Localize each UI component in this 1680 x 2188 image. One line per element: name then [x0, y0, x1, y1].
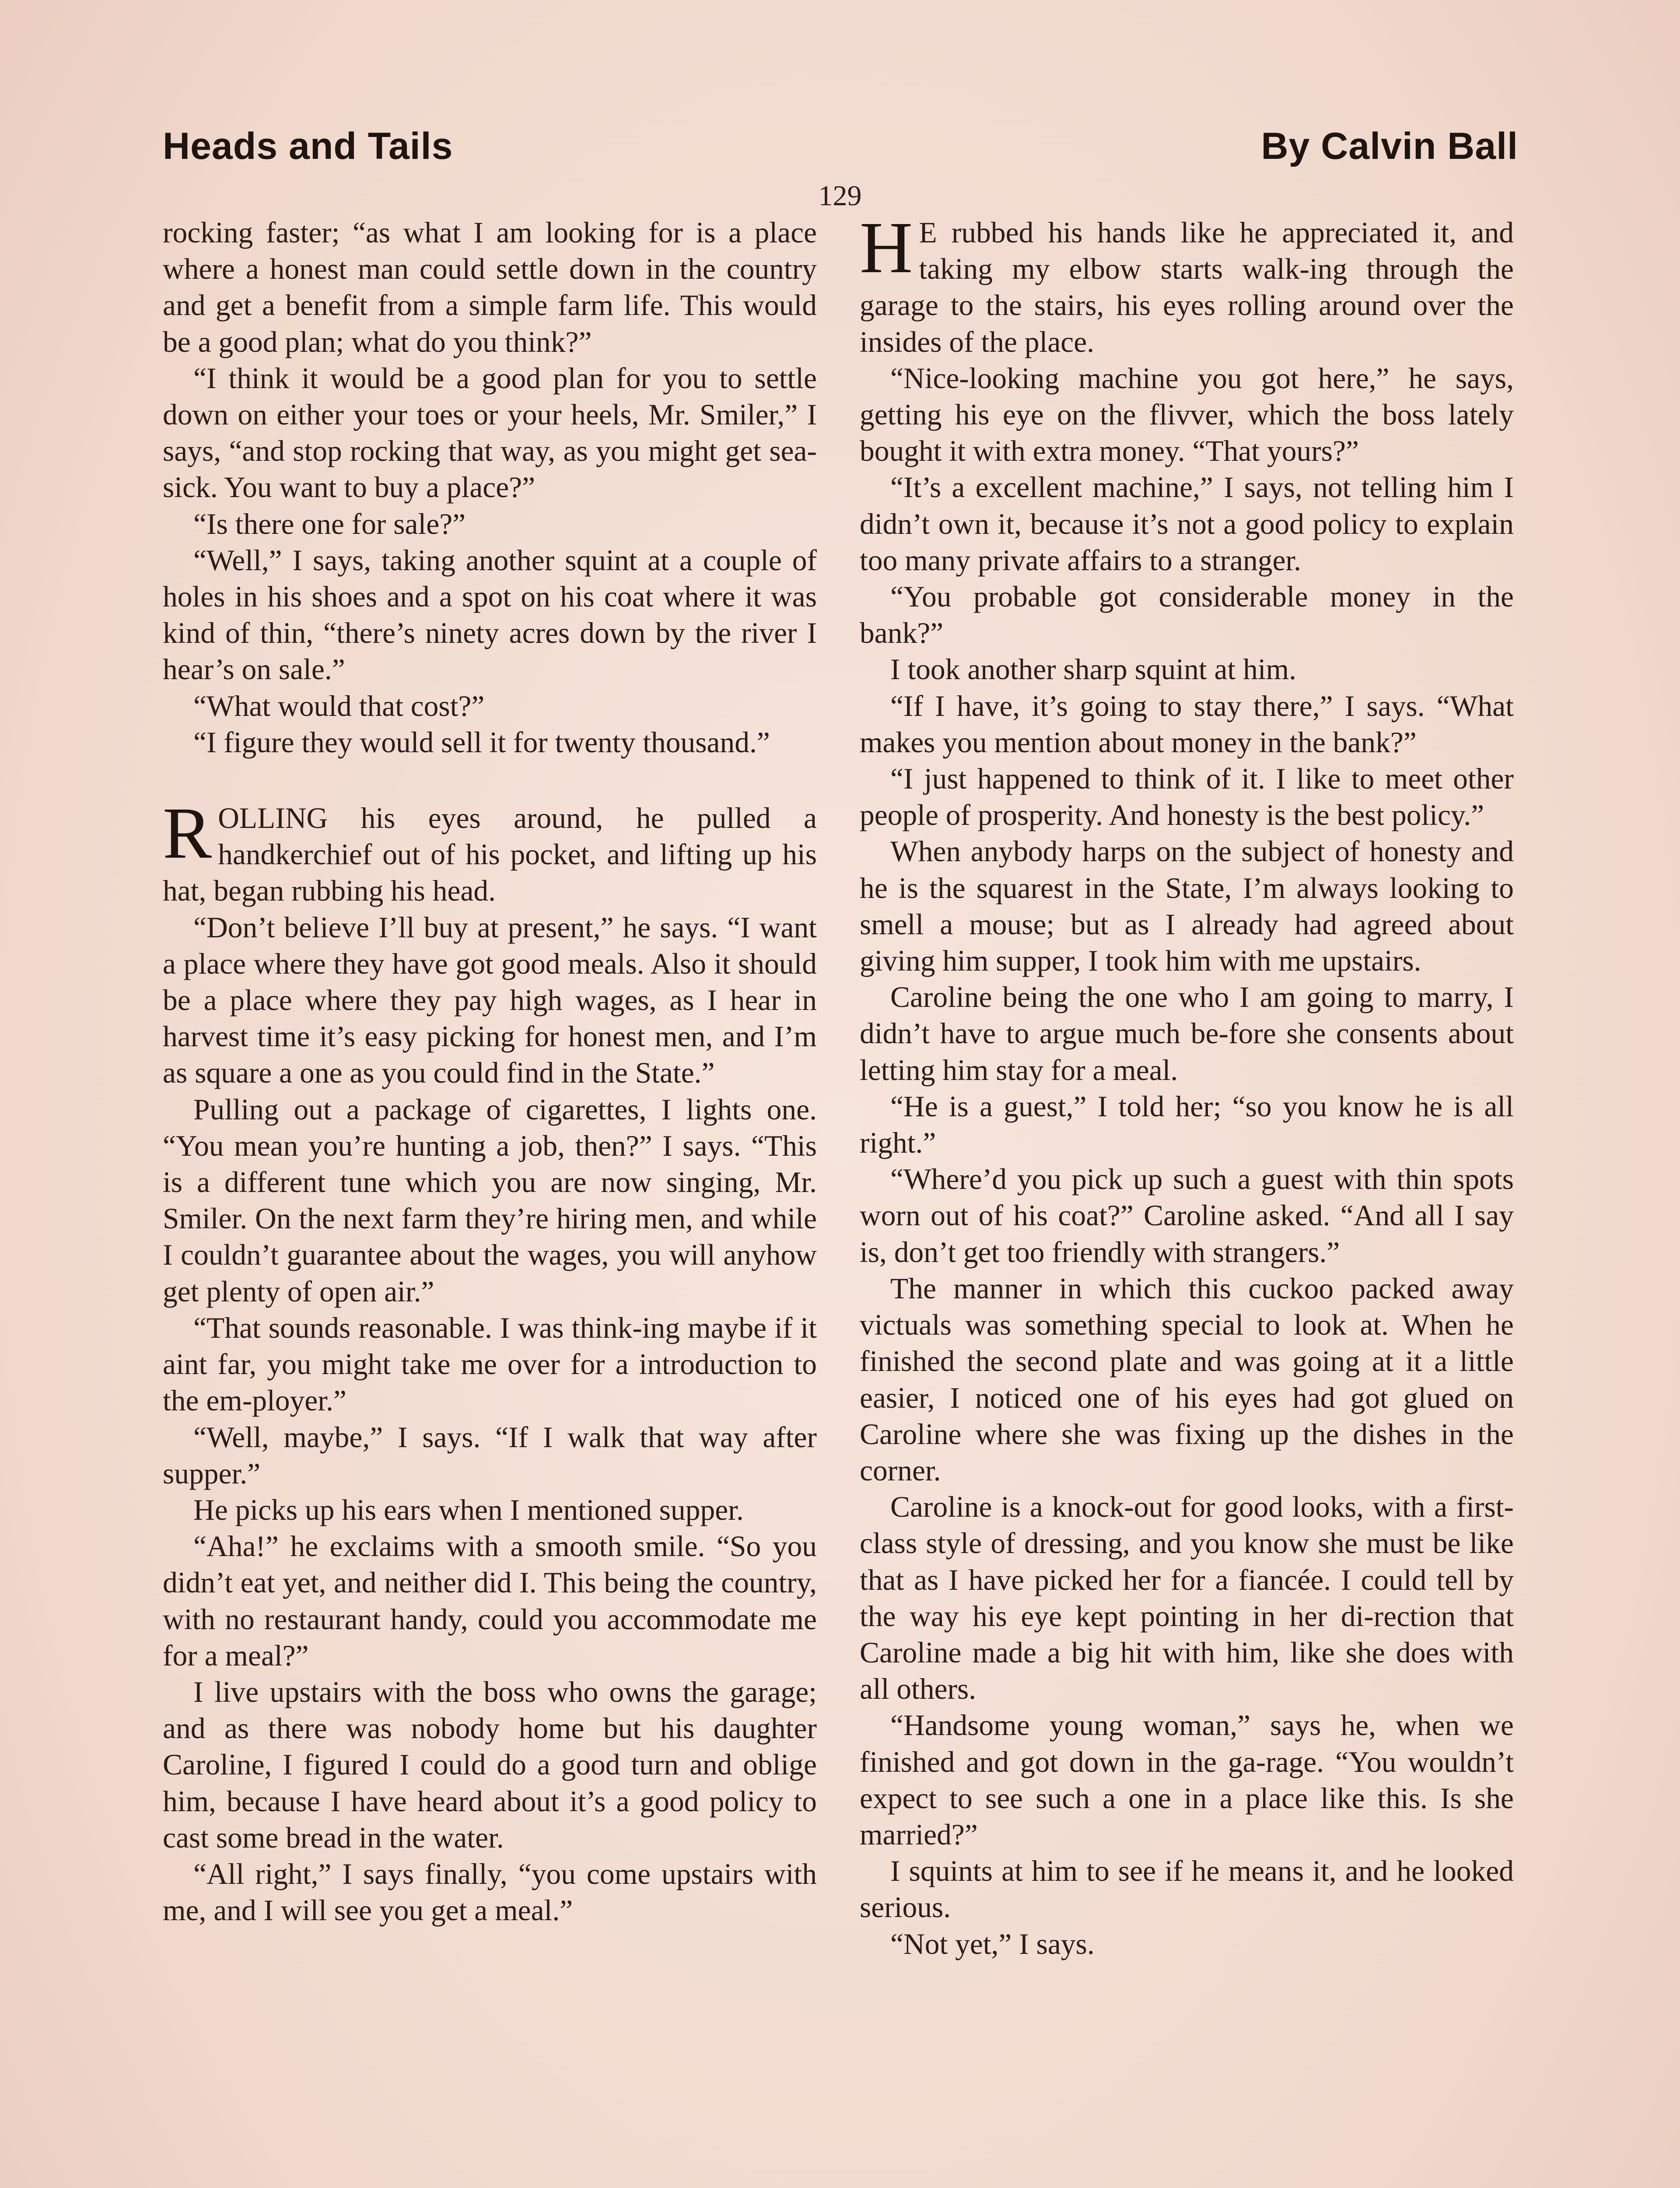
- paragraph: “Not yet,” I says.: [890, 1927, 1095, 1960]
- paragraph: When anybody harps on the subject of honesty and he is the squarest in the State, I’m always looking to smell a mouse; but as I already had agreed about giving him supper, I took him with me upstairs.: [860, 835, 1514, 978]
- paragraph: I live upstairs with the boss who owns the garage; and as there was nobody home but his daughter Caroline, I figured I could do a good turn and oblige him, because I have heard about it’s a good policy to cast some bread in the water.: [163, 1675, 817, 1854]
- paragraph: “Well, maybe,” I says. “If I walk that way after supper.”: [163, 1420, 817, 1490]
- paragraph: The manner in which this cuckoo packed away victuals was something special to look at. When he finished the second plate and was going at it a little easier, I noticed one of his eyes had got glued on Caroline where she was fixing up the dishes in the corner.: [860, 1272, 1514, 1487]
- paragraph: “That sounds reasonable. I was think-ing maybe if it aint far, you might take me over for a introduction to the em-ployer.”: [163, 1311, 817, 1417]
- paragraph-text: E rubbed his hands like he appreciated it, and taking my elbow starts walk-ing through the garage to the stairs, his eyes rolling around over the insides of the place.: [860, 216, 1514, 358]
- paragraph: “Handsome young woman,” says he, when we finished and got down in the ga-rage. “You wouldn’t expect to see such a one in a place like this. Is she married?”: [860, 1709, 1514, 1851]
- paragraph: “I just happened to think of it. I like to meet other people of prosperity. And honesty is the best policy.”: [860, 762, 1514, 832]
- paragraph: “Is there one for sale?”: [193, 507, 466, 540]
- paragraph: “Well,” I says, taking another squint at a couple of holes in his shoes and a spot on his coat where it was kind of thin, “there’s ninety acres down by the river I hear’s on sale.”: [163, 543, 817, 686]
- paragraph: “Nice-looking machine you got here,” he says, getting his eye on the flivver, which the boss lately bought it with extra money. “That yours?”: [860, 361, 1514, 468]
- story-title: Heads and Tails: [163, 125, 453, 167]
- section-paragraph: [163, 792, 817, 909]
- paragraph: rocking faster; “as what I am looking for is a place where a honest man could settle down in the country and get a benefit from a simple farm life. This would be a good plan; what do you think?”: [163, 216, 817, 358]
- paragraph: “You probable got considerable money in the bank?”: [860, 580, 1514, 650]
- page-number: 129: [818, 180, 862, 212]
- paragraph: Pulling out a package of cigarettes, I lights one. “You mean you’re hunting a job, then?” I says. “This is a different tune which you are now singing, Mr. Smiler. On the next farm they’re hiring men, and while I couldn’t guarantee about the wages, you will anyhow get plenty of open air.”: [163, 1093, 817, 1308]
- paragraph: “Where’d you pick up such a guest with thin spots worn out of his coat?” Caroline asked. “And all I say is, don’t get too friendly with strangers.”: [860, 1163, 1514, 1269]
- paragraph: “All right,” I says finally, “you come upstairs with me, and I will see you get a meal.”: [163, 1857, 817, 1927]
- section-paragraph: [860, 207, 1514, 360]
- paragraph: He picks up his ears when I mentioned supper.: [193, 1493, 744, 1526]
- drop-cap: H: [860, 207, 913, 288]
- byline: By Calvin Ball: [1261, 125, 1518, 167]
- paragraph-text: OLLING his eyes around, he pulled a handkerchief out of his pocket, and lifting up his hat, began rubbing his head.: [163, 802, 817, 908]
- drop-cap: R: [163, 792, 212, 874]
- paragraph: “I figure they would sell it for twenty thousand.”: [193, 726, 770, 759]
- left-column: [163, 214, 817, 1929]
- paragraph: Caroline being the one who I am going to marry, I didn’t have to argue much be-fore she consents about letting him stay for a meal.: [860, 981, 1514, 1087]
- paragraph: I took another sharp squint at him.: [890, 653, 1296, 686]
- paragraph: “What would that cost?”: [193, 689, 485, 722]
- paragraph: “I think it would be a good plan for you to settle down on either your toes or your heels, Mr. Smiler,” I says, “and stop rocking that way, as you might get sea-sick. You want to buy a place?”: [163, 361, 817, 504]
- paragraph: “It’s a excellent machine,” I says, not telling him I didn’t own it, because it’s not a good policy to explain too many private affairs to a stranger.: [860, 471, 1514, 577]
- paragraph: “If I have, it’s going to stay there,” I says. “What makes you mention about money in the bank?”: [860, 689, 1514, 759]
- paragraph: “He is a guest,” I told her; “so you know he is all right.”: [860, 1090, 1514, 1160]
- paragraph: “Aha!” he exclaims with a smooth smile. “So you didn’t eat yet, and neither did I. This being the country, with no restaurant handy, could you accommodate me for a meal?”: [163, 1530, 817, 1672]
- paragraph: I squints at him to see if he means it, and he looked serious.: [860, 1855, 1514, 1924]
- right-column: [860, 207, 1514, 1962]
- paragraph: “Don’t believe I’ll buy at present,” he says. “I want a place where they have got good meals. Also it should be a place where they pay high wages, as I hear in harvest time it’s easy picking for honest men, and I’m as square a one as you could find in the State.”: [163, 911, 817, 1090]
- paragraph: Caroline is a knock-out for good looks, with a first-class style of dressing, and you know she must be like that as I have picked her for a fiancée. I could tell by the way his eye kept pointing in her di-rection that Caroline made a big hit with him, like she does with all others.: [860, 1490, 1514, 1706]
